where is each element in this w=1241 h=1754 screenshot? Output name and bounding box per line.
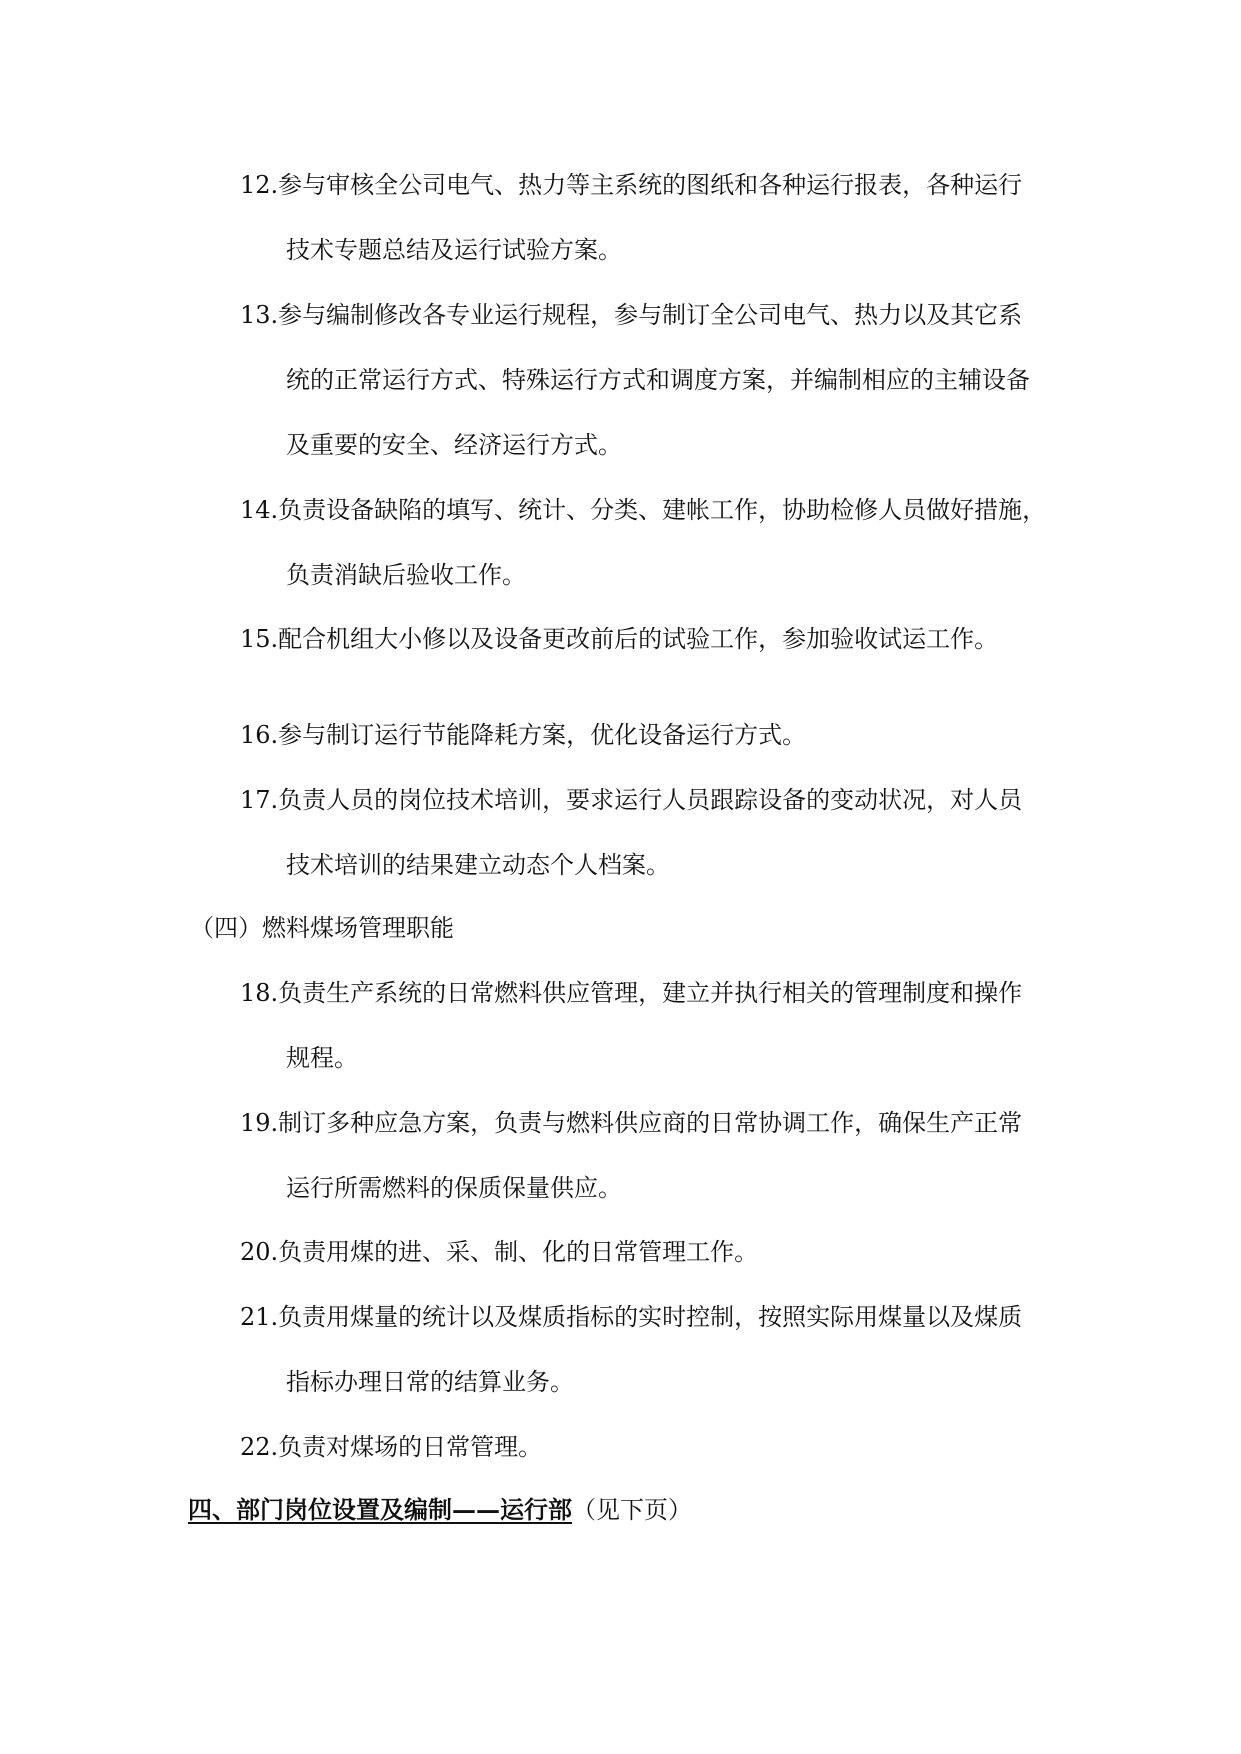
section-heading [188, 1494, 692, 1526]
item-text-continuation: 指标办理日常的结算业务。 [286, 1368, 574, 1396]
item-text-continuation: 运行所需燃料的保质保量供应。 [286, 1174, 622, 1202]
list-item [240, 1431, 542, 1463]
item-number: 12. [240, 171, 279, 199]
list-item [240, 1107, 1022, 1139]
item-text: 负责人员的岗位技术培训，要求运行人员跟踪设备的变动状况，对人员 [278, 786, 1023, 814]
item-text-continuation: 及重要的安全、经济运行方式。 [286, 431, 622, 459]
item-text: 负责设备缺陷的填写、统计、分类、建帐工作，协助检修人员做好措施， [278, 496, 1047, 524]
section-title: 四、部门岗位设置及编制——运行部 [188, 1495, 572, 1524]
item-text: 负责用煤的进、采、制、化的日常管理工作。 [278, 1238, 759, 1266]
item-number: 22. [240, 1433, 279, 1461]
list-item [240, 977, 1022, 1009]
item-number: 18. [240, 979, 279, 1007]
list-item [240, 1236, 758, 1268]
list-item [240, 1301, 1022, 1333]
item-number: 17. [240, 786, 279, 814]
item-text: 参与制订运行节能降耗方案，优化设备运行方式。 [278, 721, 807, 749]
item-text: 负责用煤量的统计以及煤质指标的实时控制，按照实际用煤量以及煤质 [278, 1303, 1023, 1331]
item-text-continuation: 规程。 [286, 1044, 358, 1072]
list-item [240, 494, 1046, 526]
item-number: 20. [240, 1238, 279, 1266]
list-item [240, 623, 998, 655]
list-item [240, 299, 1022, 331]
item-text: 负责对煤场的日常管理。 [278, 1433, 543, 1461]
list-item [240, 719, 806, 751]
item-text-continuation: 技术专题总结及运行试验方案。 [286, 236, 622, 264]
item-text: 配合机组大小修以及设备更改前后的试验工作，参加验收试运工作。 [278, 625, 999, 653]
item-text: 负责生产系统的日常燃料供应管理，建立并执行相关的管理制度和操作 [278, 979, 1023, 1007]
item-text-continuation: 技术培训的结果建立动态个人档案。 [286, 851, 670, 879]
item-number: 13. [240, 301, 279, 329]
item-text-continuation: 统的正常运行方式、特殊运行方式和调度方案，并编制相应的主辅设备 [286, 366, 1030, 394]
item-text: 参与审核全公司电气、热力等主系统的图纸和各种运行报表，各种运行 [278, 171, 1023, 199]
list-item [240, 784, 1022, 816]
list-item [240, 169, 1022, 201]
item-number: 15. [240, 625, 279, 653]
item-number: 19. [240, 1109, 279, 1137]
subsection-heading: （四）燃料煤场管理职能 [190, 914, 454, 942]
item-number: 14. [240, 496, 279, 524]
item-text: 参与编制修改各专业运行规程，参与制订全公司电气、热力以及其它系 [278, 301, 1023, 329]
item-text: 制订多种应急方案，负责与燃料供应商的日常协调工作，确保生产正常 [278, 1109, 1023, 1137]
item-text-continuation: 负责消缺后验收工作。 [286, 561, 526, 589]
section-note: （见下页） [572, 1496, 692, 1524]
item-number: 16. [240, 721, 279, 749]
item-number: 21. [240, 1303, 279, 1331]
